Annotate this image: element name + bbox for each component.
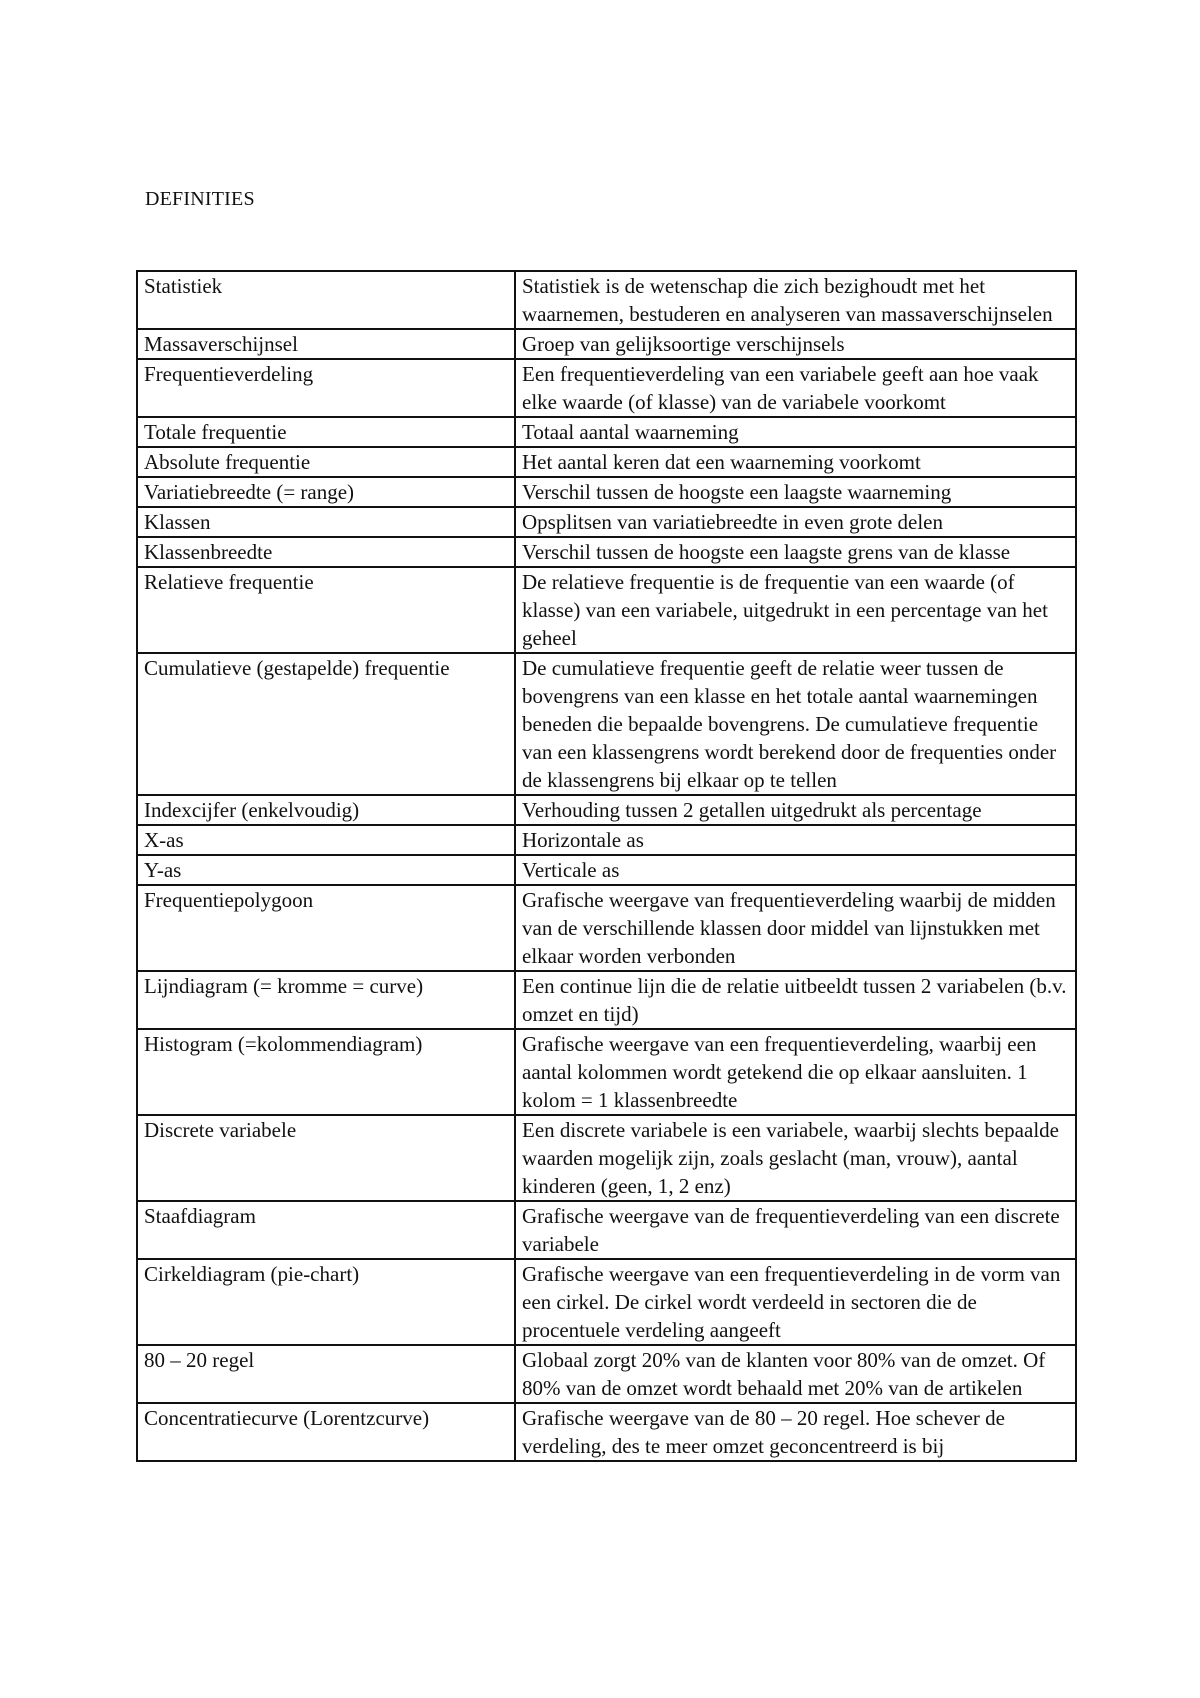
definition-row (137, 1345, 1076, 1403)
definition-cell: Statistiek is de wetenschap die zich bezighoudt met het waarnemen, bestuderen en analyseren van massaverschijnselen (515, 271, 1076, 329)
definition-row (137, 567, 1076, 653)
definition-cell: Verhouding tussen 2 getallen uitgedrukt als percentage (515, 795, 1076, 825)
definition-row (137, 417, 1076, 447)
definition-row (137, 329, 1076, 359)
definition-row (137, 855, 1076, 885)
term-cell: Cumulatieve (gestapelde) frequentie (137, 653, 515, 795)
definition-cell: Een discrete variabele is een variabele, waarbij slechts bepaalde waarden mogelijk zijn, zoals geslacht (man, vrouw), aantal kinderen (geen, 1, 2 enz) (515, 1115, 1076, 1201)
term-cell: Klassenbreedte (137, 537, 515, 567)
definition-row (137, 1029, 1076, 1115)
term-cell: Massaverschijnsel (137, 329, 515, 359)
term-cell: Y-as (137, 855, 515, 885)
term-cell: Frequentieverdeling (137, 359, 515, 417)
term-cell: 80 – 20 regel (137, 1345, 515, 1403)
term-cell: Totale frequentie (137, 417, 515, 447)
term-cell: Histogram (=kolommendiagram) (137, 1029, 515, 1115)
term-cell: Indexcijfer (enkelvoudig) (137, 795, 515, 825)
definition-cell: Globaal zorgt 20% van de klanten voor 80% van de omzet. Of 80% van de omzet wordt behaald met 20% van de artikelen (515, 1345, 1076, 1403)
definition-cell: Een continue lijn die de relatie uitbeeldt tussen 2 variabelen (b.v. omzet en tijd) (515, 971, 1076, 1029)
definition-cell: Grafische weergave van een frequentieverdeling, waarbij een aantal kolommen wordt getekend die op elkaar aansluiten. 1 kolom = 1 klassenbreedte (515, 1029, 1076, 1115)
definition-cell: Een frequentieverdeling van een variabele geeft aan hoe vaak elke waarde (of klasse) van de variabele voorkomt (515, 359, 1076, 417)
definition-cell: Verschil tussen de hoogste een laagste grens van de klasse (515, 537, 1076, 567)
definition-cell: Totaal aantal waarneming (515, 417, 1076, 447)
definition-cell: Grafische weergave van frequentieverdeling waarbij de midden van de verschillende klassen door middel van lijnstukken met elkaar worden verbonden (515, 885, 1076, 971)
definition-cell: Groep van gelijksoortige verschijnsels (515, 329, 1076, 359)
definition-cell: De cumulatieve frequentie geeft de relatie weer tussen de bovengrens van een klasse en het totale aantal waarnemingen beneden die bepaalde bovengrens. De cumulatieve frequentie van een klassengrens wordt berekend door de frequenties onder de klassengrens bij elkaar op te tellen (515, 653, 1076, 795)
definition-row (137, 825, 1076, 855)
definition-cell: Opsplitsen van variatiebreedte in even grote delen (515, 507, 1076, 537)
definition-row (137, 1259, 1076, 1345)
definition-text: Grafische weergave van de 80 – 20 regel. Hoe schever de verdeling, des te meer omzet geconcentreerd is bij (522, 1406, 1005, 1458)
definition-cell (515, 1403, 1076, 1461)
definition-row (137, 537, 1076, 567)
definition-cell: Verschil tussen de hoogste een laagste waarneming (515, 477, 1076, 507)
definition-row (137, 971, 1076, 1029)
definition-cell: De relatieve frequentie is de frequentie van een waarde (of klasse) van een variabele, uitgedrukt in een percentage van het geheel (515, 567, 1076, 653)
definition-cell: Verticale as (515, 855, 1076, 885)
term-cell: Variatiebreedte (= range) (137, 477, 515, 507)
term-cell: Concentratiecurve (Lorentzcurve) (137, 1403, 515, 1461)
definition-row (137, 447, 1076, 477)
definition-cell: Grafische weergave van de frequentieverdeling van een discrete variabele (515, 1201, 1076, 1259)
definition-row (137, 477, 1076, 507)
definition-cell: Het aantal keren dat een waarneming voorkomt (515, 447, 1076, 477)
definition-row (137, 885, 1076, 971)
term-cell: Frequentiepolygoon (137, 885, 515, 971)
term-cell: Cirkeldiagram (pie-chart) (137, 1259, 515, 1345)
term-cell: Lijndiagram (= kromme = curve) (137, 971, 515, 1029)
definition-row (137, 1115, 1076, 1201)
definition-cell: Grafische weergave van een frequentieverdeling in de vorm van een cirkel. De cirkel wordt verdeeld in sectoren die de procentuele verdeling aangeeft (515, 1259, 1076, 1345)
definition-row (137, 1201, 1076, 1259)
definition-row (137, 359, 1076, 417)
definitions-table-body (137, 271, 1076, 1461)
term-cell: X-as (137, 825, 515, 855)
definitions-table (136, 270, 1077, 1462)
term-cell: Staafdiagram (137, 1201, 515, 1259)
definition-row (137, 1403, 1076, 1461)
term-cell: Relatieve frequentie (137, 567, 515, 653)
definition-row (137, 795, 1076, 825)
term-cell: Statistiek (137, 271, 515, 329)
definition-row (137, 507, 1076, 537)
term-cell: Discrete variabele (137, 1115, 515, 1201)
definition-row (137, 271, 1076, 329)
term-cell: Absolute frequentie (137, 447, 515, 477)
term-cell: Klassen (137, 507, 515, 537)
definition-cell: Horizontale as (515, 825, 1076, 855)
page-title: DEFINITIES (145, 188, 255, 210)
definition-row (137, 653, 1076, 795)
